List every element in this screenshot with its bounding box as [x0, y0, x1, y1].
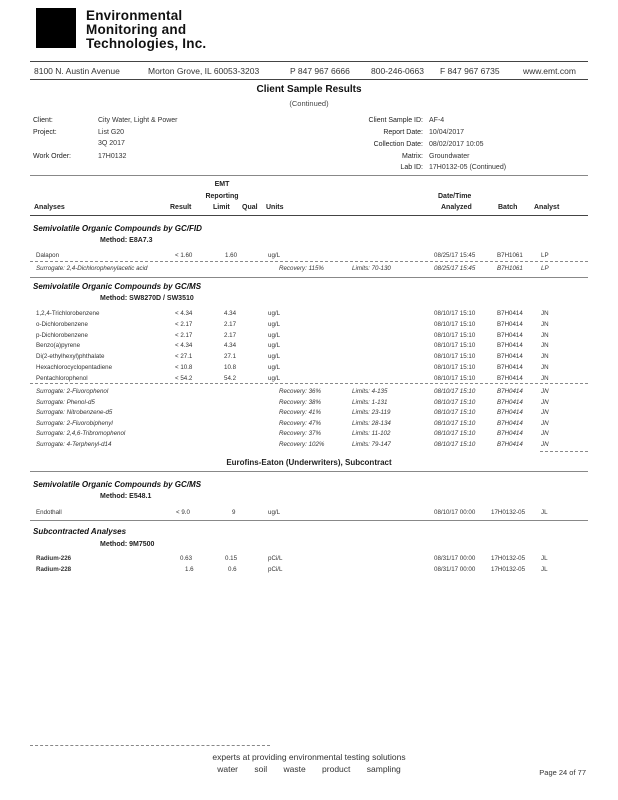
matrix-label: Matrix:	[402, 153, 423, 160]
limit-value: 27.1	[224, 353, 237, 361]
section-title: Semivolatile Organic Compounds by GC/MS	[33, 480, 202, 489]
recovery-value: Recovery: 41%	[279, 409, 321, 417]
batch-value: B7H0414	[497, 310, 523, 317]
col-analyst: Analyst	[534, 204, 560, 211]
batch-value: B7H0414	[497, 398, 523, 406]
analyzed-value: 08/10/17 15:10	[434, 374, 476, 382]
limits-value: Limits: 4-135	[352, 388, 388, 395]
units-value: ug/L	[268, 509, 281, 516]
analyzed-value: 08/31/17 00:00	[434, 555, 476, 562]
analyzed-value: 08/10/17 15:10	[434, 398, 476, 406]
batch-value: B7H0414	[497, 353, 523, 361]
analyzed-value: 08/10/17 15:10	[434, 320, 476, 328]
analyte-name: Endothall	[36, 509, 62, 516]
analyst-value: LP	[541, 265, 549, 272]
analyte-name: Radium-226	[36, 555, 72, 562]
analyst-value: JL	[541, 509, 548, 516]
limit-value: 54.2	[224, 374, 237, 382]
header-rule-bottom	[30, 79, 588, 80]
units-value: ug/L	[268, 364, 281, 371]
units-value: ug/L	[268, 252, 281, 259]
section-title: Subcontracted Analyses	[33, 527, 127, 536]
info-rule	[30, 175, 588, 176]
col-emt: EMT	[214, 181, 230, 188]
project-value: List G20	[98, 129, 125, 136]
sample-id-value: AF-4	[429, 117, 445, 124]
limits-value: Limits: 1-131	[352, 398, 388, 406]
address-tollfree: 800-246-0663	[371, 66, 424, 76]
col-reporting: Reporting	[205, 193, 239, 200]
recovery-value: Recovery: 36%	[279, 388, 321, 395]
footer-rule	[30, 745, 270, 746]
limit-value: 1.60	[225, 252, 238, 259]
section-rule	[30, 520, 588, 521]
matrix-value: Groundwater	[429, 153, 470, 160]
batch-value: 17H0132-05	[491, 555, 526, 562]
batch-value: B7H1061	[497, 265, 523, 272]
result-value: < 27.1	[175, 353, 193, 361]
lab-id-value: 17H0132-05 (Continued)	[429, 164, 507, 171]
col-analyses: Analyses	[34, 204, 65, 211]
recovery-value: Recovery: 115%	[279, 265, 324, 272]
surrogate-divider	[30, 383, 588, 384]
workorder-value: 17H0132	[98, 153, 127, 160]
analyst-value: LP	[541, 252, 549, 259]
batch-value: B7H0414	[497, 320, 523, 328]
analyte-name: Pentachlorophenol	[36, 374, 88, 382]
col-analyzed: Analyzed	[441, 204, 472, 211]
report-date-value: 10/04/2017	[429, 129, 465, 136]
batch-value: B7H0414	[497, 388, 523, 395]
analyte-name: 1,2,4-Trichlorobenzene	[36, 310, 100, 317]
collection-date-value: 08/02/2017 10:05	[429, 141, 484, 148]
footer-services: water soil waste product sampling	[217, 764, 401, 774]
analyte-name: p-Dichlorobenzene	[36, 331, 88, 339]
units-value: ug/L	[268, 331, 281, 339]
surrogate-name: Surrogate: 2-Fluorobiphenyl	[36, 419, 113, 427]
analyzed-value: 08/10/17 15:10	[434, 441, 476, 448]
analyst-value: JN	[541, 353, 549, 361]
analyzed-value: 08/10/17 15:10	[434, 342, 476, 350]
col-limit: Limit	[213, 204, 230, 211]
batch-value: B7H1061	[497, 252, 523, 259]
analyzed-value: 08/10/17 15:10	[434, 409, 476, 417]
units-value: ug/L	[268, 310, 281, 317]
project-label: Project:	[33, 129, 57, 136]
result-value: < 2.17	[175, 331, 193, 339]
workorder-label: Work Order:	[33, 153, 71, 160]
units-value: pCi/L	[268, 555, 283, 562]
batch-value: 17H0132-05	[491, 509, 526, 516]
lab-id-label: Lab ID:	[400, 164, 423, 171]
analyte-name: Radium-228	[36, 566, 72, 573]
section-title: Semivolatile Organic Compounds by GC/MS	[33, 282, 202, 291]
units-value: ug/L	[268, 353, 281, 361]
analyzed-value: 08/10/17 15:10	[434, 353, 476, 361]
analyst-value: JN	[541, 409, 549, 417]
client-value: City Water, Light & Power	[98, 117, 178, 124]
project-period: 3Q 2017	[98, 140, 125, 147]
company-logo-icon	[36, 8, 76, 48]
column-header-rule	[30, 215, 588, 216]
limits-value: Limits: 79-147	[352, 441, 391, 448]
address-street: 8100 N. Austin Avenue	[34, 66, 120, 76]
analyst-value: JN	[541, 430, 549, 438]
analyst-value: JN	[541, 320, 549, 328]
analyzed-value: 08/10/17 15:10	[434, 430, 476, 438]
surrogate-name: Surrogate: Nitrobenzene-d5	[36, 409, 113, 417]
analyst-value: JN	[541, 342, 549, 350]
limits-value: Limits: 23-119	[352, 409, 391, 417]
analyte-name: Di(2-ethylhexyl)phthalate	[36, 353, 105, 361]
company-name-line2: Monitoring and	[86, 22, 187, 37]
result-value: < 10.8	[175, 364, 193, 371]
batch-value: B7H0414	[497, 419, 523, 427]
analyte-name: Dalapon	[36, 252, 60, 259]
method-label: Method: E8A7.3	[100, 237, 153, 244]
surrogate-name: Surrogate: 4-Terphenyl-d14	[36, 441, 112, 448]
analyst-value: JN	[541, 441, 549, 448]
batch-value: 17H0132-05	[491, 566, 526, 573]
batch-value: B7H0414	[497, 374, 523, 382]
recovery-value: Recovery: 102%	[279, 441, 325, 448]
analyzed-value: 08/31/17 00:00	[434, 566, 476, 573]
result-value: < 54.2	[175, 374, 193, 382]
analyst-value: JL	[541, 566, 548, 573]
address-web[interactable]: www.emt.com	[523, 66, 576, 76]
surrogate-name: Surrogate: 2,4,6-Tribromophenol	[36, 430, 126, 438]
col-datetime: Date/Time	[438, 193, 472, 200]
header-rule-top	[30, 61, 588, 62]
units-value: pCi/L	[268, 566, 283, 573]
analyzed-value: 08/25/17 15:45	[434, 252, 476, 259]
limit-value: 4.34	[224, 310, 237, 317]
company-name-line1: Environmental	[86, 8, 183, 23]
analyzed-value: 08/10/17 15:10	[434, 388, 476, 395]
result-value: < 1.60	[175, 252, 193, 259]
batch-value: B7H0414	[497, 342, 523, 350]
analyst-value: JN	[541, 388, 549, 395]
section-rule	[30, 277, 588, 278]
method-label: Method: E548.1	[100, 493, 152, 500]
analyst-value: JN	[541, 331, 549, 339]
address-phone: P 847 967 6666	[290, 66, 350, 76]
limit-value: 10.8	[224, 364, 237, 371]
address-city: Morton Grove, IL 60053-3203	[148, 66, 260, 76]
analyte-name: Hexachlorocyclopentadiene	[36, 364, 113, 371]
col-result: Result	[170, 204, 192, 211]
result-value: 0.63	[180, 555, 193, 562]
limit-value: 0.6	[228, 566, 237, 573]
analyzed-value: 08/10/17 15:10	[434, 310, 476, 317]
section-title: Semivolatile Organic Compounds by GC/FID	[33, 224, 202, 233]
batch-value: B7H0414	[497, 409, 523, 417]
col-qual: Qual	[242, 204, 258, 211]
surrogate-name: Surrogate: Phenol-d5	[36, 398, 95, 406]
units-value: ug/L	[268, 342, 281, 350]
limits-value: Limits: 28-134	[352, 419, 391, 427]
analyte-name: o-Dichlorobenzene	[36, 320, 88, 328]
batch-value: B7H0414	[497, 441, 523, 448]
limit-value: 4.34	[224, 342, 237, 350]
analyst-value: JN	[541, 398, 549, 406]
analyte-name: Benzo(a)pyrene	[36, 342, 81, 350]
units-value: ug/L	[268, 374, 281, 382]
batch-value: B7H0414	[497, 430, 523, 438]
analyzed-value: 08/10/17 15:10	[434, 364, 476, 371]
units-value: ug/L	[268, 320, 281, 328]
section-end-rule	[540, 451, 588, 452]
batch-value: B7H0414	[497, 364, 523, 371]
recovery-value: Recovery: 37%	[279, 430, 321, 438]
analyzed-value: 08/10/17 15:10	[434, 331, 476, 339]
recovery-value: Recovery: 47%	[279, 419, 321, 427]
analyst-value: JN	[541, 310, 549, 317]
page-number: Page 24 of 77	[539, 768, 586, 777]
limits-value: Limits: 11-102	[352, 430, 391, 438]
footer-tagline: experts at providing environmental testing solutions	[212, 752, 406, 762]
batch-value: B7H0414	[497, 331, 523, 339]
report-date-label: Report Date:	[383, 129, 423, 136]
analyst-value: JN	[541, 374, 549, 382]
result-value: 1.6	[185, 566, 194, 573]
report-title: Client Sample Results	[256, 84, 362, 95]
report-subtitle: (Continued)	[289, 99, 329, 108]
analyzed-value: 08/25/17 15:45	[434, 265, 476, 272]
result-value: < 9.0	[176, 509, 190, 516]
col-units: Units	[266, 204, 284, 211]
result-value: < 2.17	[175, 320, 193, 328]
limit-value: 0.15	[225, 555, 238, 562]
limit-value: 9	[232, 509, 236, 516]
client-label: Client:	[33, 117, 53, 124]
company-name-line3: Technologies, Inc.	[86, 36, 207, 51]
sample-id-label: Client Sample ID:	[368, 117, 423, 124]
analyzed-value: 08/10/17 00:00	[434, 509, 476, 516]
method-label: Method: 9M7500	[100, 541, 155, 548]
surrogate-name: Surrogate: 2,4-Dichlorophenylacetic acid	[36, 265, 148, 272]
surrogate-divider	[30, 261, 588, 262]
subcontract-rule	[30, 471, 588, 472]
limit-value: 2.17	[224, 331, 237, 339]
result-value: < 4.34	[175, 342, 193, 350]
analyzed-value: 08/10/17 15:10	[434, 419, 476, 427]
address-fax: F 847 967 6735	[440, 66, 500, 76]
surrogate-name: Surrogate: 2-Fluorophenol	[36, 388, 109, 395]
analyst-value: JN	[541, 419, 549, 427]
recovery-value: Recovery: 38%	[279, 398, 321, 406]
limits-value: Limits: 70-130	[352, 265, 391, 272]
limit-value: 2.17	[224, 320, 237, 328]
col-batch: Batch	[498, 204, 518, 211]
method-label: Method: SW8270D / SW3510	[100, 295, 194, 302]
analyst-value: JN	[541, 364, 549, 371]
collection-date-label: Collection Date:	[373, 141, 423, 148]
analyst-value: JL	[541, 555, 548, 562]
result-value: < 4.34	[175, 310, 193, 317]
subcontract-title: Eurofins-Eaton (Underwriters), Subcontract	[226, 458, 392, 467]
